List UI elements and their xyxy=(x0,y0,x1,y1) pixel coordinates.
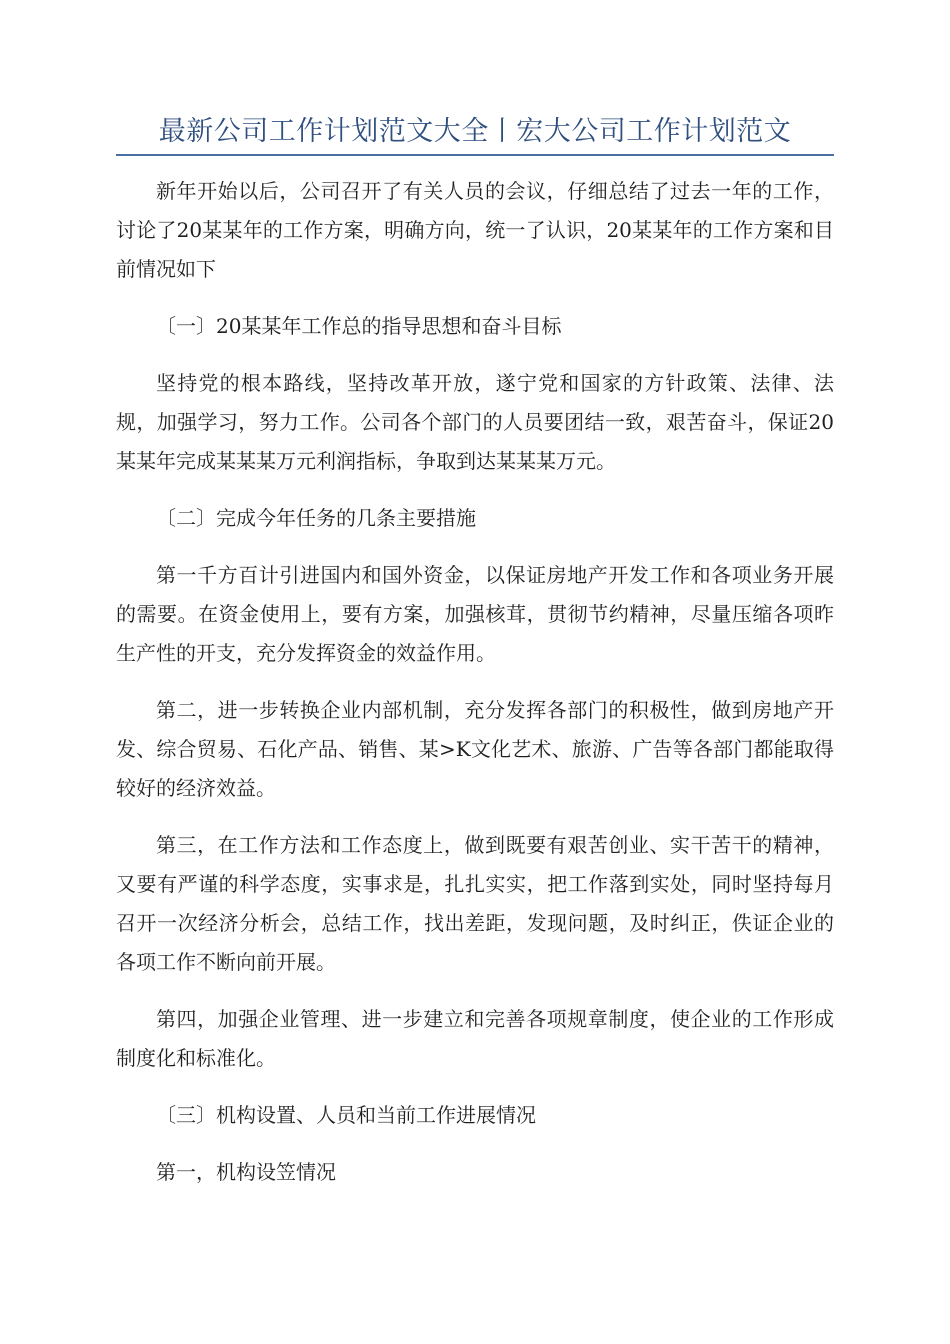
measure-4-paragraph: 第四，加强企业管理、进一步建立和完善各项规章制度，使企业的工作形成制度化和标准化。 xyxy=(116,1007,834,1070)
intro-paragraph: 新年开始以后，公司召开了有关人员的会议，仔细总结了过去一年的工作，讨论了20某某年的工作方案，明确方向，统一了认识，20某某年的工作方案和目前情况如下 xyxy=(116,179,834,281)
guiding-principles-paragraph: 坚持党的根本路线，坚持改革开放，遂宁党和国家的方针政策、法律、法规，加强学习，努力工作。公司各个部门的人员要团结一致，艰苦奋斗，保证20某某年完成某某某万元利润指标，争取到达某某某万元。 xyxy=(116,371,834,473)
measure-3-paragraph: 第三，在工作方法和工作态度上，做到既要有艰苦创业、实干苦干的精神，又要有严谨的科学态度，实事求是，扎扎实实，把工作落到实处，同时坚持每月召开一次经济分析会，总结工作，找出差距，发现问题，及时纠正，佚证企业的各项工作不断向前开展。 xyxy=(116,833,834,974)
document-body xyxy=(116,172,834,1210)
section-heading-3: 〔三〕机构设置、人员和当前工作进展情况 xyxy=(156,1103,536,1127)
title-underline xyxy=(116,154,834,156)
measure-2-paragraph: 第二，进一步转换企业内部机制，充分发挥各部门的积极性，做到房地产开发、综合贸易、石化产品、销售、某>K文化艺术、旅游、广告等各部门都能取得较好的经济效益。 xyxy=(116,698,834,800)
organization-subheading: 第一，机构设笠情况 xyxy=(156,1160,336,1184)
section-heading-2: 〔二〕完成今年任务的几条主要措施 xyxy=(156,506,476,530)
section-heading-1: 〔一〕20某某年工作总的指导思想和奋斗目标 xyxy=(156,314,562,338)
measure-1-paragraph: 第一千方百计引进国内和国外资金，以保证房地产开发工作和各项业务开展的需要。在资金使用上，要有方案，加强核茸，贯彻节约精神，尽量压缩各项昨生产性的开支，充分发挥资金的效益作用。 xyxy=(116,563,834,665)
document-title: 最新公司工作计划范文大全丨宏大公司工作计划范文 xyxy=(158,116,792,147)
